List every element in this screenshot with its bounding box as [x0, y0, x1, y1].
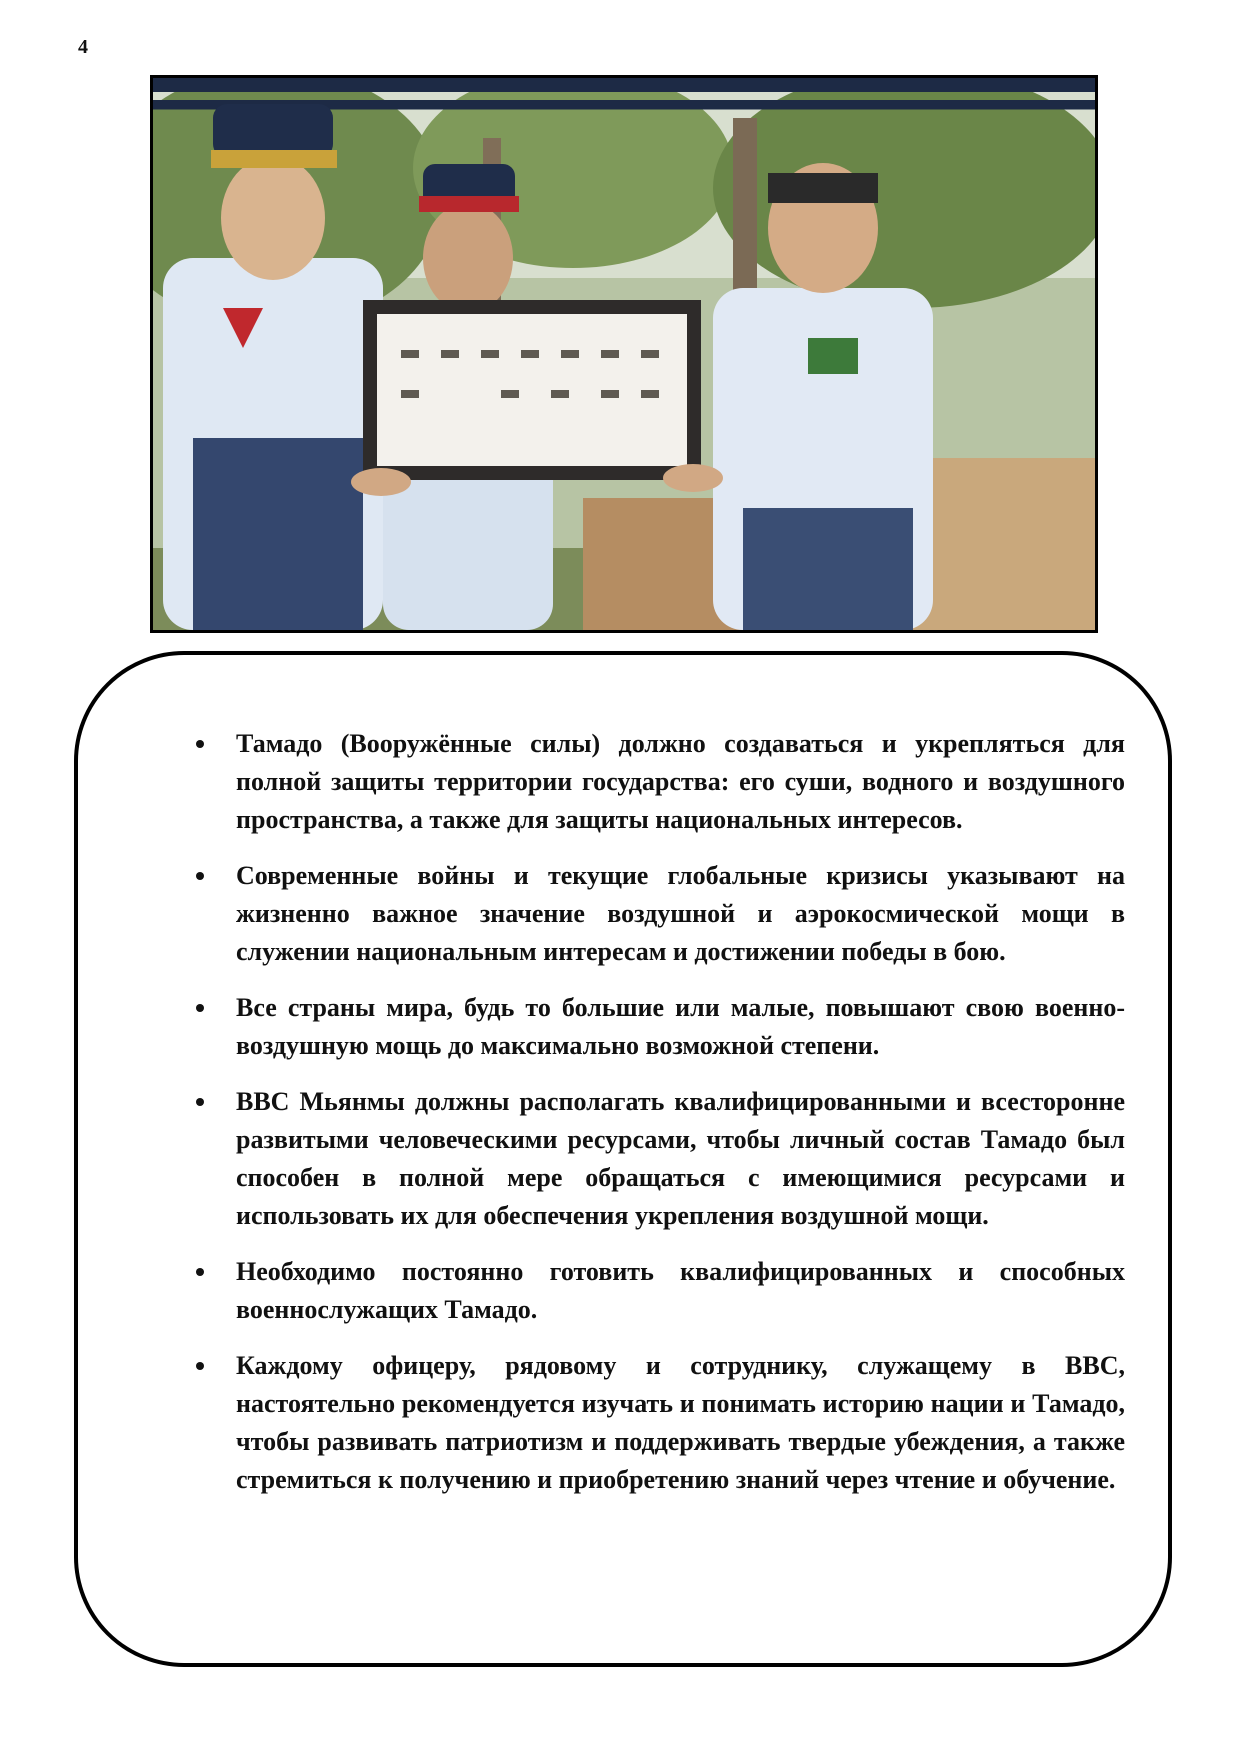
bullet-icon: [196, 1268, 204, 1276]
list-item: [160, 857, 1125, 971]
list-item: [160, 1083, 1125, 1235]
key-points-box: [74, 651, 1172, 1667]
list-item-text: Тамадо (Вооружённые силы) должно создаваться и укрепляться для полной защиты территории государства: его суши, водного и воздушного пространства, а также для защиты национальных интересов.: [236, 729, 1125, 834]
list-item: [160, 1253, 1125, 1329]
bullet-icon: [196, 872, 204, 880]
bullet-icon: [196, 740, 204, 748]
key-points-list: [160, 725, 1125, 1517]
ceremony-photo-illustration: [153, 78, 1095, 630]
bullet-icon: [196, 1098, 204, 1106]
list-item-text: Необходимо постоянно готовить квалифицированных и способных военнослужащих Тамадо.: [236, 1257, 1125, 1324]
bullet-icon: [196, 1362, 204, 1370]
bullet-icon: [196, 1004, 204, 1012]
page-number: 4: [78, 36, 88, 58]
list-item: [160, 725, 1125, 839]
list-item: [160, 989, 1125, 1065]
list-item: [160, 1347, 1125, 1499]
list-item-text: ВВС Мьянмы должны располагать квалифицированными и всесторонне развитыми человеческими ресурсами, чтобы личный состав Тамадо был способен в полной мере обращаться с имеющимися ресурсами и использовать их для обеспечения укрепления воздушной мощи.: [236, 1087, 1125, 1230]
ceremony-photo: [150, 75, 1098, 633]
list-item-text: Современные войны и текущие глобальные кризисы указывают на жизненно важное значение воздушной и аэрокосмической мощи в служении национальным интересам и достижении победы в бою.: [236, 861, 1125, 966]
list-item-text: Каждому офицеру, рядовому и сотруднику, служащему в ВВС, настоятельно рекомендуется изучать и понимать историю нации и Тамадо, чтобы развивать патриотизм и поддерживать твердые убеждения, а также стремиться к получению и приобретению знаний через чтение и обучение.: [236, 1351, 1125, 1494]
list-item-text: Все страны мира, будь то большие или малые, повышают свою военно-воздушную мощь до максимально возможной степени.: [236, 993, 1125, 1060]
